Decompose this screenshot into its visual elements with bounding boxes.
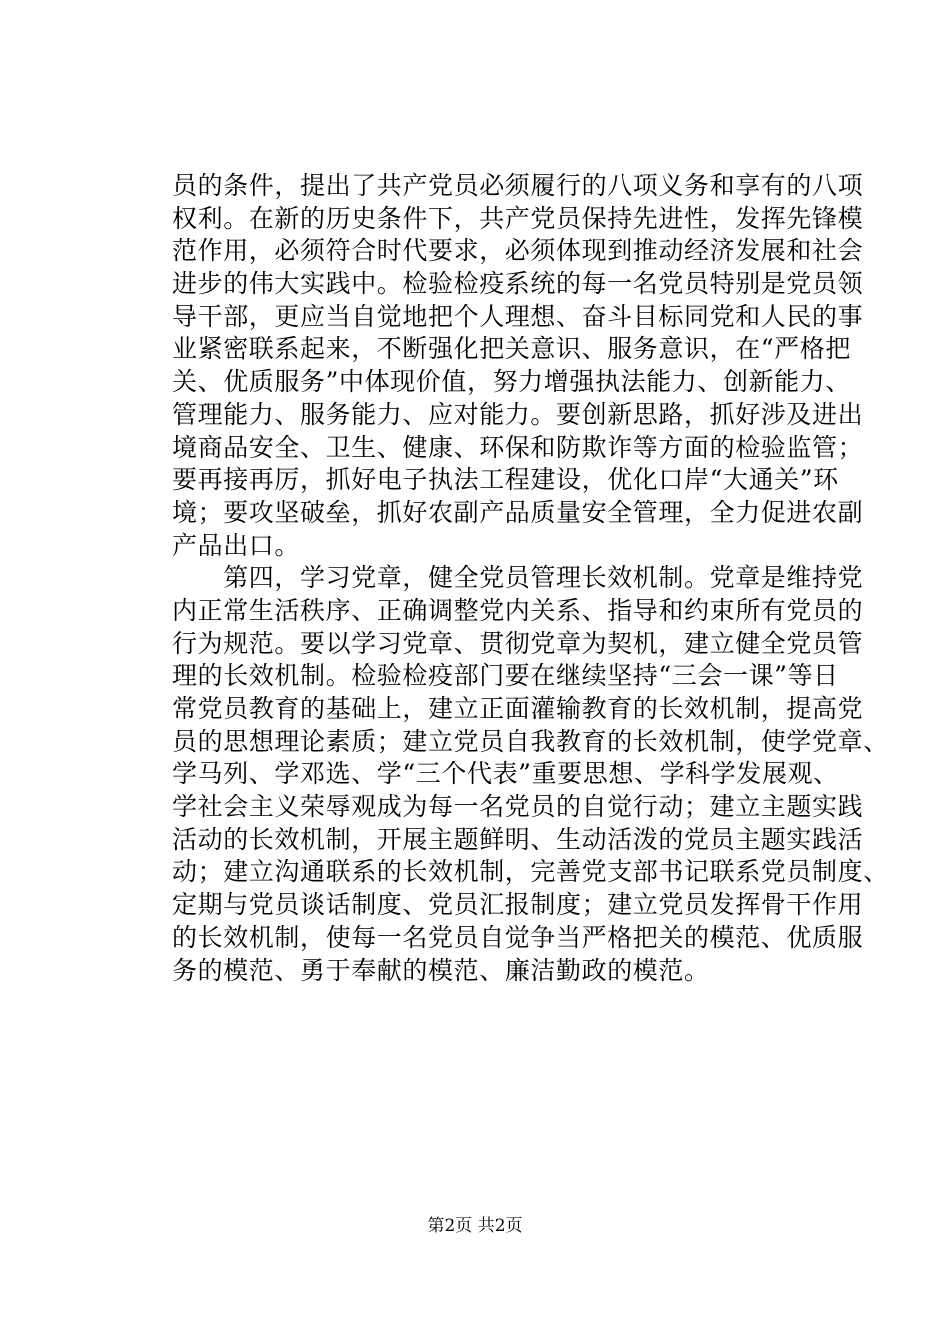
text-line: 定期与党员谈话制度、党员汇报制度；建立党员发挥骨干作用	[172, 890, 864, 920]
body-text	[172, 170, 889, 987]
text-line: 常党员教育的基础上，建立正面灌输教育的长效机制，提高党	[172, 694, 864, 723]
text-line: 员的条件，提出了共产党员必须履行的八项义务和享有的八项	[172, 171, 864, 200]
text-line: 内正常生活秩序、正确调整党内关系、指导和约束所有党员的	[172, 595, 864, 625]
text-line: 学社会主义荣辱观成为每一名党员的自觉行动；建立主题实践	[172, 792, 864, 822]
page-number-footer: 第2页 共2页	[427, 1216, 523, 1236]
text-line: 产品出口。	[172, 530, 301, 560]
text-line: 进步的伟大实践中。检验检疫系统的每一名党员特别是党员领	[172, 269, 864, 299]
text-line: 关、优质服务”中体现价值，努力增强执法能力、创新能力、	[172, 367, 851, 397]
text-line: 行为规范。要以学习党章、贯彻党章为契机，建立健全党员管	[172, 628, 864, 658]
text-line: 业紧密联系起来，不断强化把关意识、服务意识，在“严格把	[172, 334, 851, 364]
text-line: 管理能力、服务能力、应对能力。要创新思路，抓好涉及进出	[172, 399, 864, 429]
text-line: 权利。在新的历史条件下，共产党员保持先进性，发挥先锋模	[172, 203, 864, 233]
text-line: 活动的长效机制，开展主题鲜明、生动活泼的党员主题实践活	[172, 824, 864, 854]
text-line: 务的模范、勇于奉献的模范、廉洁勤政的模范。	[172, 955, 710, 985]
text-line: 理的长效机制。检验检疫部门要在继续坚持“三会一课”等日	[172, 661, 839, 691]
text-line: 动；建立沟通联系的长效机制，完善党支部书记联系党员制度、	[172, 857, 889, 887]
text-line: 第四，学习党章，健全党员管理长效机制。党章是维持党	[172, 563, 864, 593]
text-line: 的长效机制，使每一名党员自觉争当严格把关的模范、优质服	[172, 922, 864, 952]
text-line: 境；要攻坚破垒，抓好农副产品质量安全管理，全力促进农副	[172, 497, 864, 527]
text-line: 学马列、学邓选、学“三个代表”重要思想、学科学发展观、	[172, 759, 839, 789]
text-line: 范作用，必须符合时代要求，必须体现到推动经济发展和社会	[172, 236, 864, 266]
text-line: 要再接再厉，抓好电子执法工程建设，优化口岸“大通关”环	[172, 465, 839, 495]
text-line: 导干部，更应当自觉地把个人理想、奋斗目标同党和人民的事	[172, 301, 864, 331]
text-line: 员的思想理论素质；建立党员自我教育的长效机制，使学党章、	[172, 726, 889, 756]
text-line: 境商品安全、卫生、健康、环保和防欺诈等方面的检验监管；	[172, 432, 864, 462]
